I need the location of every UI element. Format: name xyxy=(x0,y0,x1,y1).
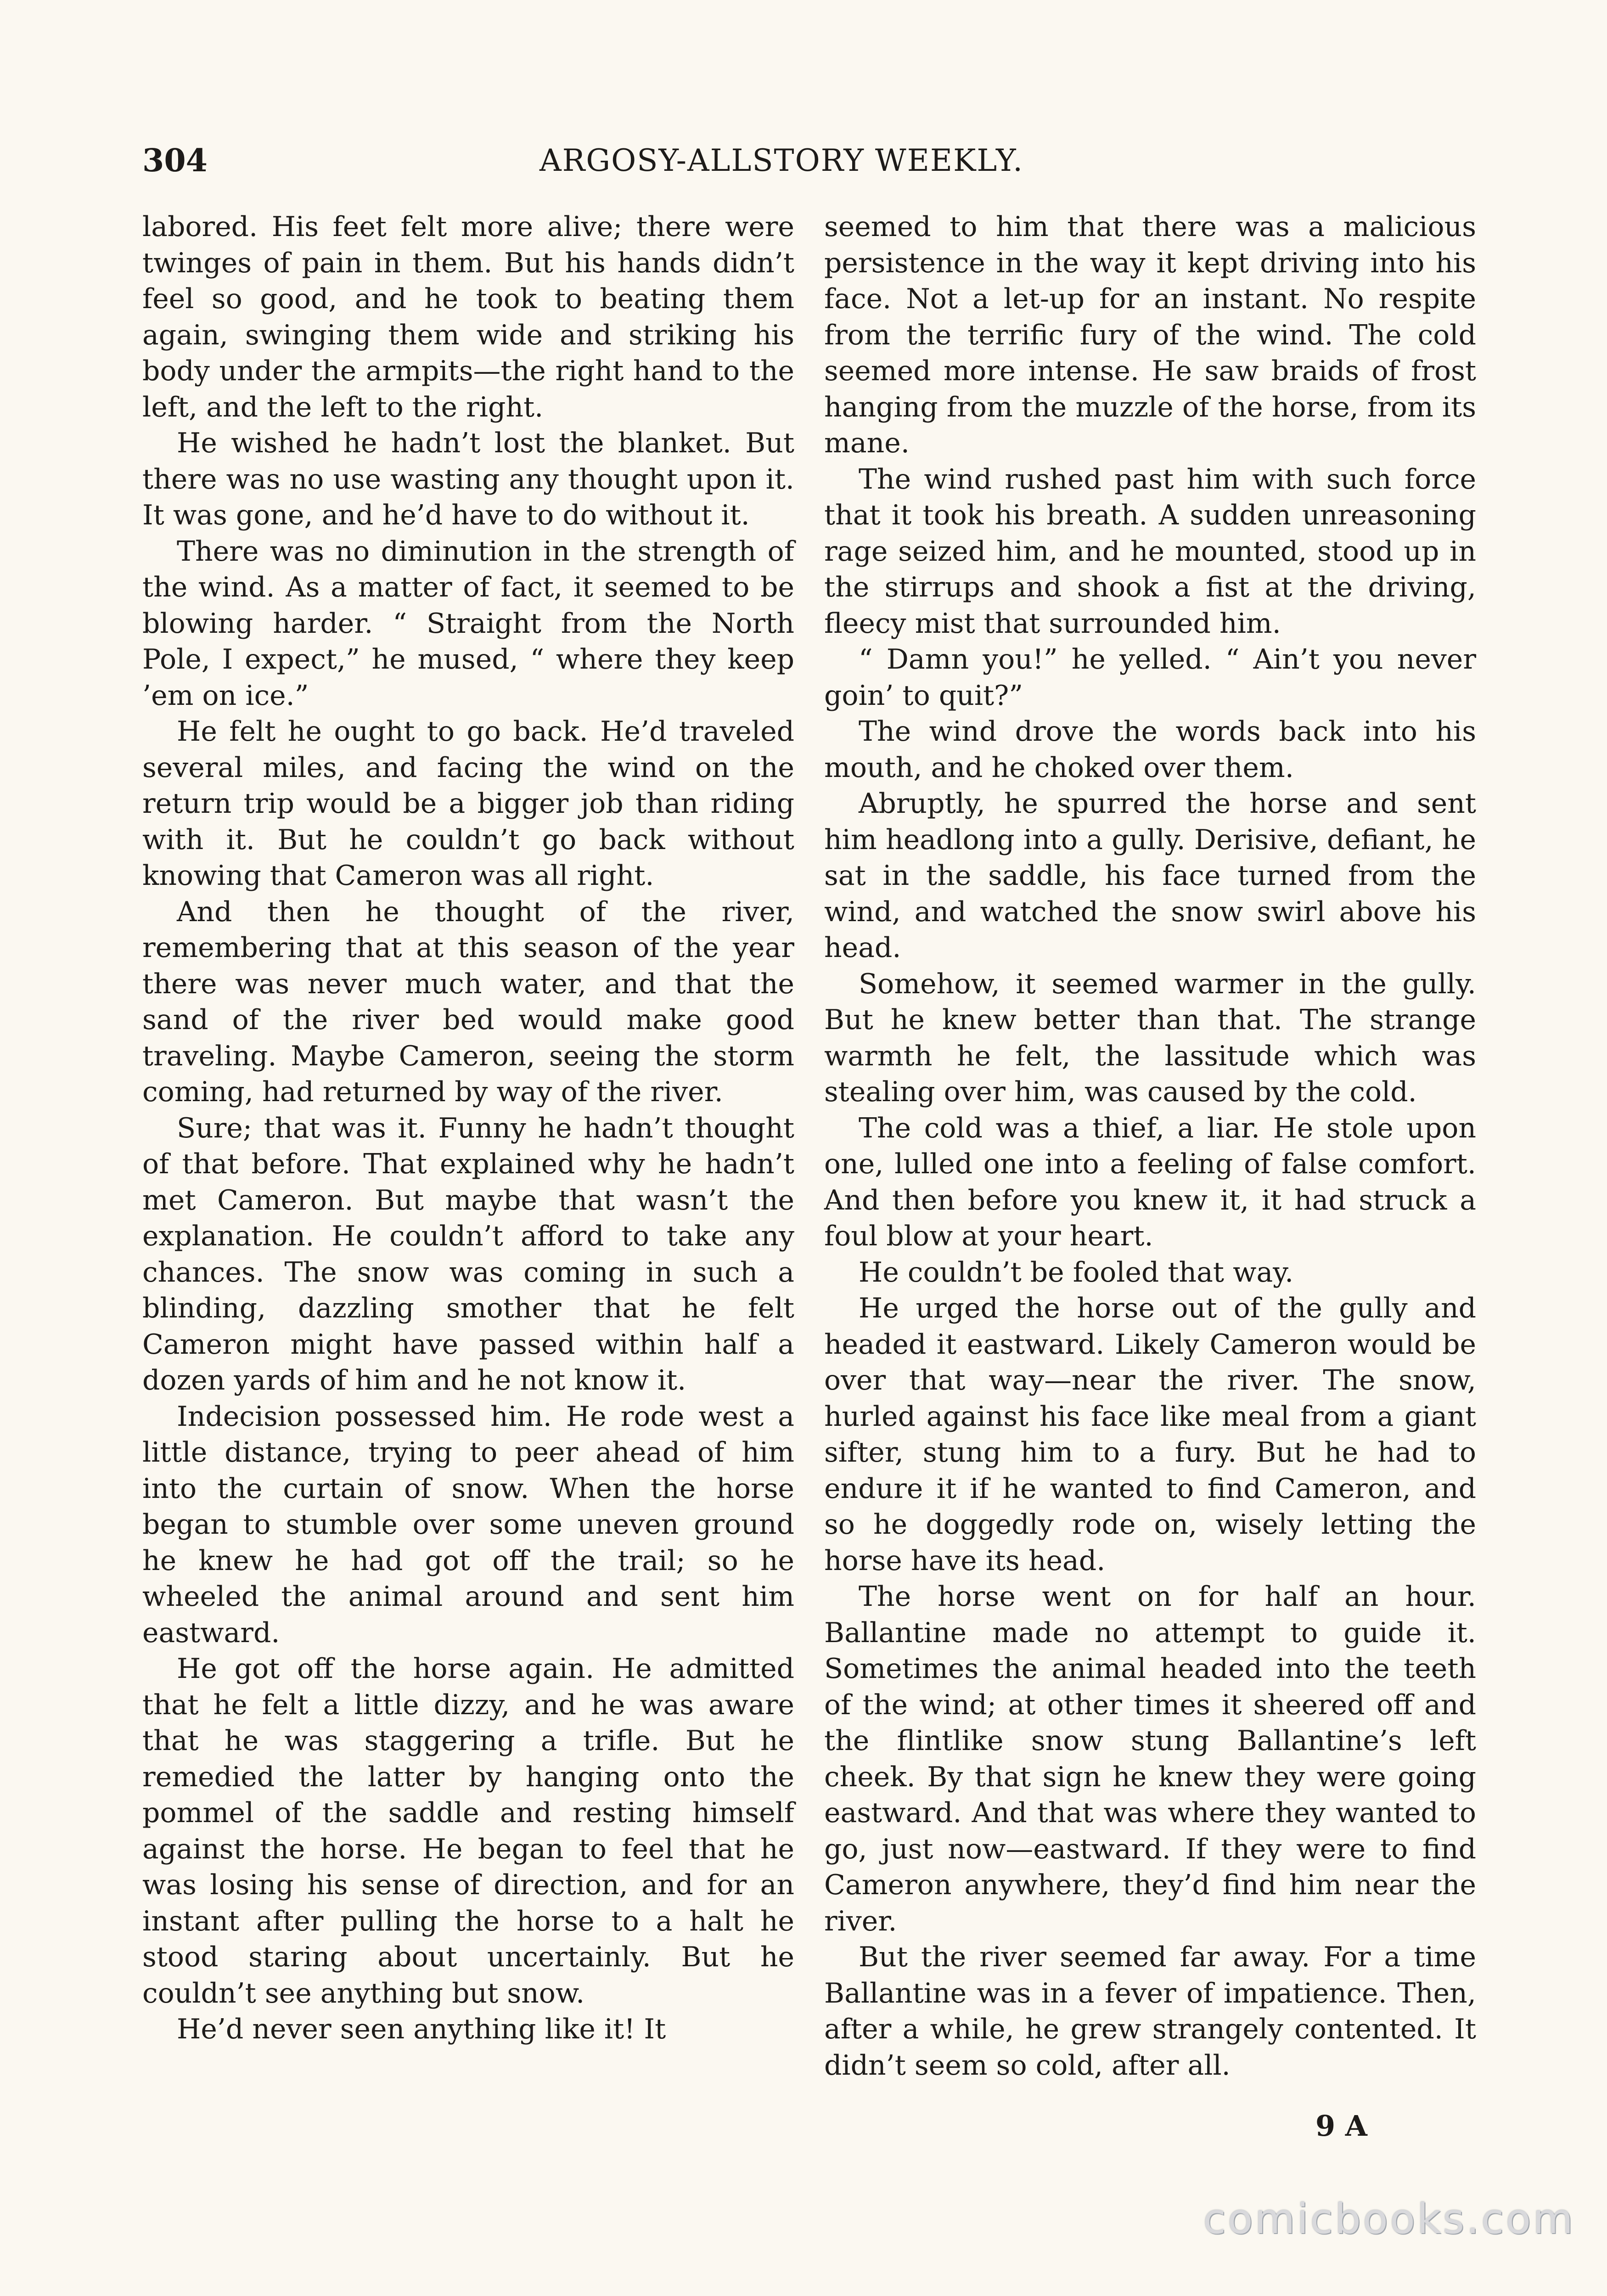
paragraph: He wished he hadn’t lost the blanket. But there was no use wasting any thought upon it. It was gone, and he’d have to do without it. xyxy=(142,427,794,531)
paragraph: He couldn’t be fooled that way. xyxy=(859,1256,1294,1289)
right-column xyxy=(824,209,1476,2083)
signature-mark: 9 A xyxy=(1315,2109,1367,2143)
paragraph: Abruptly, he spurred the horse and sent him headlong into a gully. Derisive, defiant, he sat in the saddle, his face turned from the wind, and watched the snow swirl above his head. xyxy=(824,788,1476,964)
paragraph: labored. His feet felt more alive; there were twinges of pain in them. But his hands didn’t feel so good, and he took to beating them again, swinging them wide and striking his body under the armpits—the right hand to the left, and the left to the right. xyxy=(142,211,794,423)
paragraph: “ Damn you!” he yelled. “ Ain’t you never goin’ to quit?” xyxy=(824,643,1476,712)
paragraph: He felt he ought to go back. He’d traveled several miles, and facing the wind on the return trip would be a bigger job than riding with it. But he couldn’t go back without knowing that Cameron was all right. xyxy=(142,715,794,892)
paragraph: Somehow, it seemed warmer in the gully. But he knew better than that. The strange warmth he felt, the lassitude which was stealing over him, was caused by the cold. xyxy=(824,968,1476,1108)
paragraph: And then he thought of the river, remembering that at this season of the year there was never much water, and that the sand of the river bed would make good traveling. Maybe Cameron, seeing the storm coming, had returned by way of the river. xyxy=(142,895,794,1108)
paragraph: seemed to him that there was a malicious persistence in the way it kept driving into his face. Not a let-up for an instant. No respite from the terrific fury of the wind. The cold seemed more intense. He saw braids of frost hanging from the muzzle of the horse, from its mane. xyxy=(824,211,1476,459)
paragraph: Indecision possessed him. He rode west a little distance, trying to peer ahead of him into the curtain of snow. When the horse began to stumble over some uneven ground he knew he had got off the trail; so he wheeled the animal around and sent him eastward. xyxy=(142,1400,794,1649)
paragraph: He got off the horse again. He admitted that he felt a little dizzy, and he was aware that he was staggering a trifle. But he remedied the latter by hanging onto the pommel of the saddle and resting himself against the horse. He began to feel that he was losing his sense of direction, and for an instant after pulling the horse to a halt he stood staring about uncertainly. But he couldn’t see anything but snow. xyxy=(142,1653,794,2009)
watermark: comicbooks.com xyxy=(1203,2195,1575,2243)
paragraph: Sure; that was it. Funny he hadn’t thought of that before. That explained why he hadn’t met Cameron. But maybe that wasn’t the explanation. He couldn’t afford to take any chances. The snow was coming in such a blinding, dazzling smother that he felt Cameron might have passed within half a dozen yards of him and he not know it. xyxy=(142,1112,794,1396)
paragraph: There was no diminution in the strength of the wind. As a matter of fact, it seemed to be blowing harder. “ Straight from the North Pole, I expect,” he mused, “ where they keep ’em on ice.” xyxy=(142,535,794,712)
paragraph: The wind rushed past him with such force that it took his breath. A sudden unreasoning rage seized him, and he mounted, stood up in the stirrups and shook a fist at the driving, fleecy mist that surrounded him. xyxy=(824,463,1476,640)
paragraph: He’d never seen anything like it! It xyxy=(177,2013,666,2045)
paragraph: The horse went on for half an hour. Ballantine made no attempt to guide it. Sometimes the animal headed into the teeth of the wind; at other times it sheered off and the flintlike snow stung Ballantine’s left cheek. By that sign he knew they were going eastward. And that was where they wanted to go, just now—eastward. If they were to find Cameron anywhere, they’d find him near the river. xyxy=(824,1581,1476,1937)
paragraph: The wind drove the words back into his mouth, and he choked over them. xyxy=(824,715,1476,784)
left-column xyxy=(142,209,794,2048)
paragraph: The cold was a thief, a liar. He stole upon one, lulled one into a feeling of false comfort. And then before you knew it, it had struck a foul blow at your heart. xyxy=(824,1112,1476,1252)
running-title: ARGOSY-ALLSTORY WEEKLY. xyxy=(539,143,1024,178)
page-number: 304 xyxy=(142,142,208,179)
paragraph: He urged the horse out of the gully and headed it eastward. Likely Cameron would be over that way—near the river. The snow, hurled against his face like meal from a giant sifter, stung him to a fury. But he had to endure it if he wanted to find Cameron, and so he doggedly rode on, wisely letting the horse have its head. xyxy=(824,1292,1476,1577)
page-header xyxy=(142,138,1382,188)
paragraph: But the river seemed far away. For a time Ballantine was in a fever of impatience. Then, after a while, he grew strangely contented. It didn’t seem so cold, after all. xyxy=(824,1941,1476,2082)
